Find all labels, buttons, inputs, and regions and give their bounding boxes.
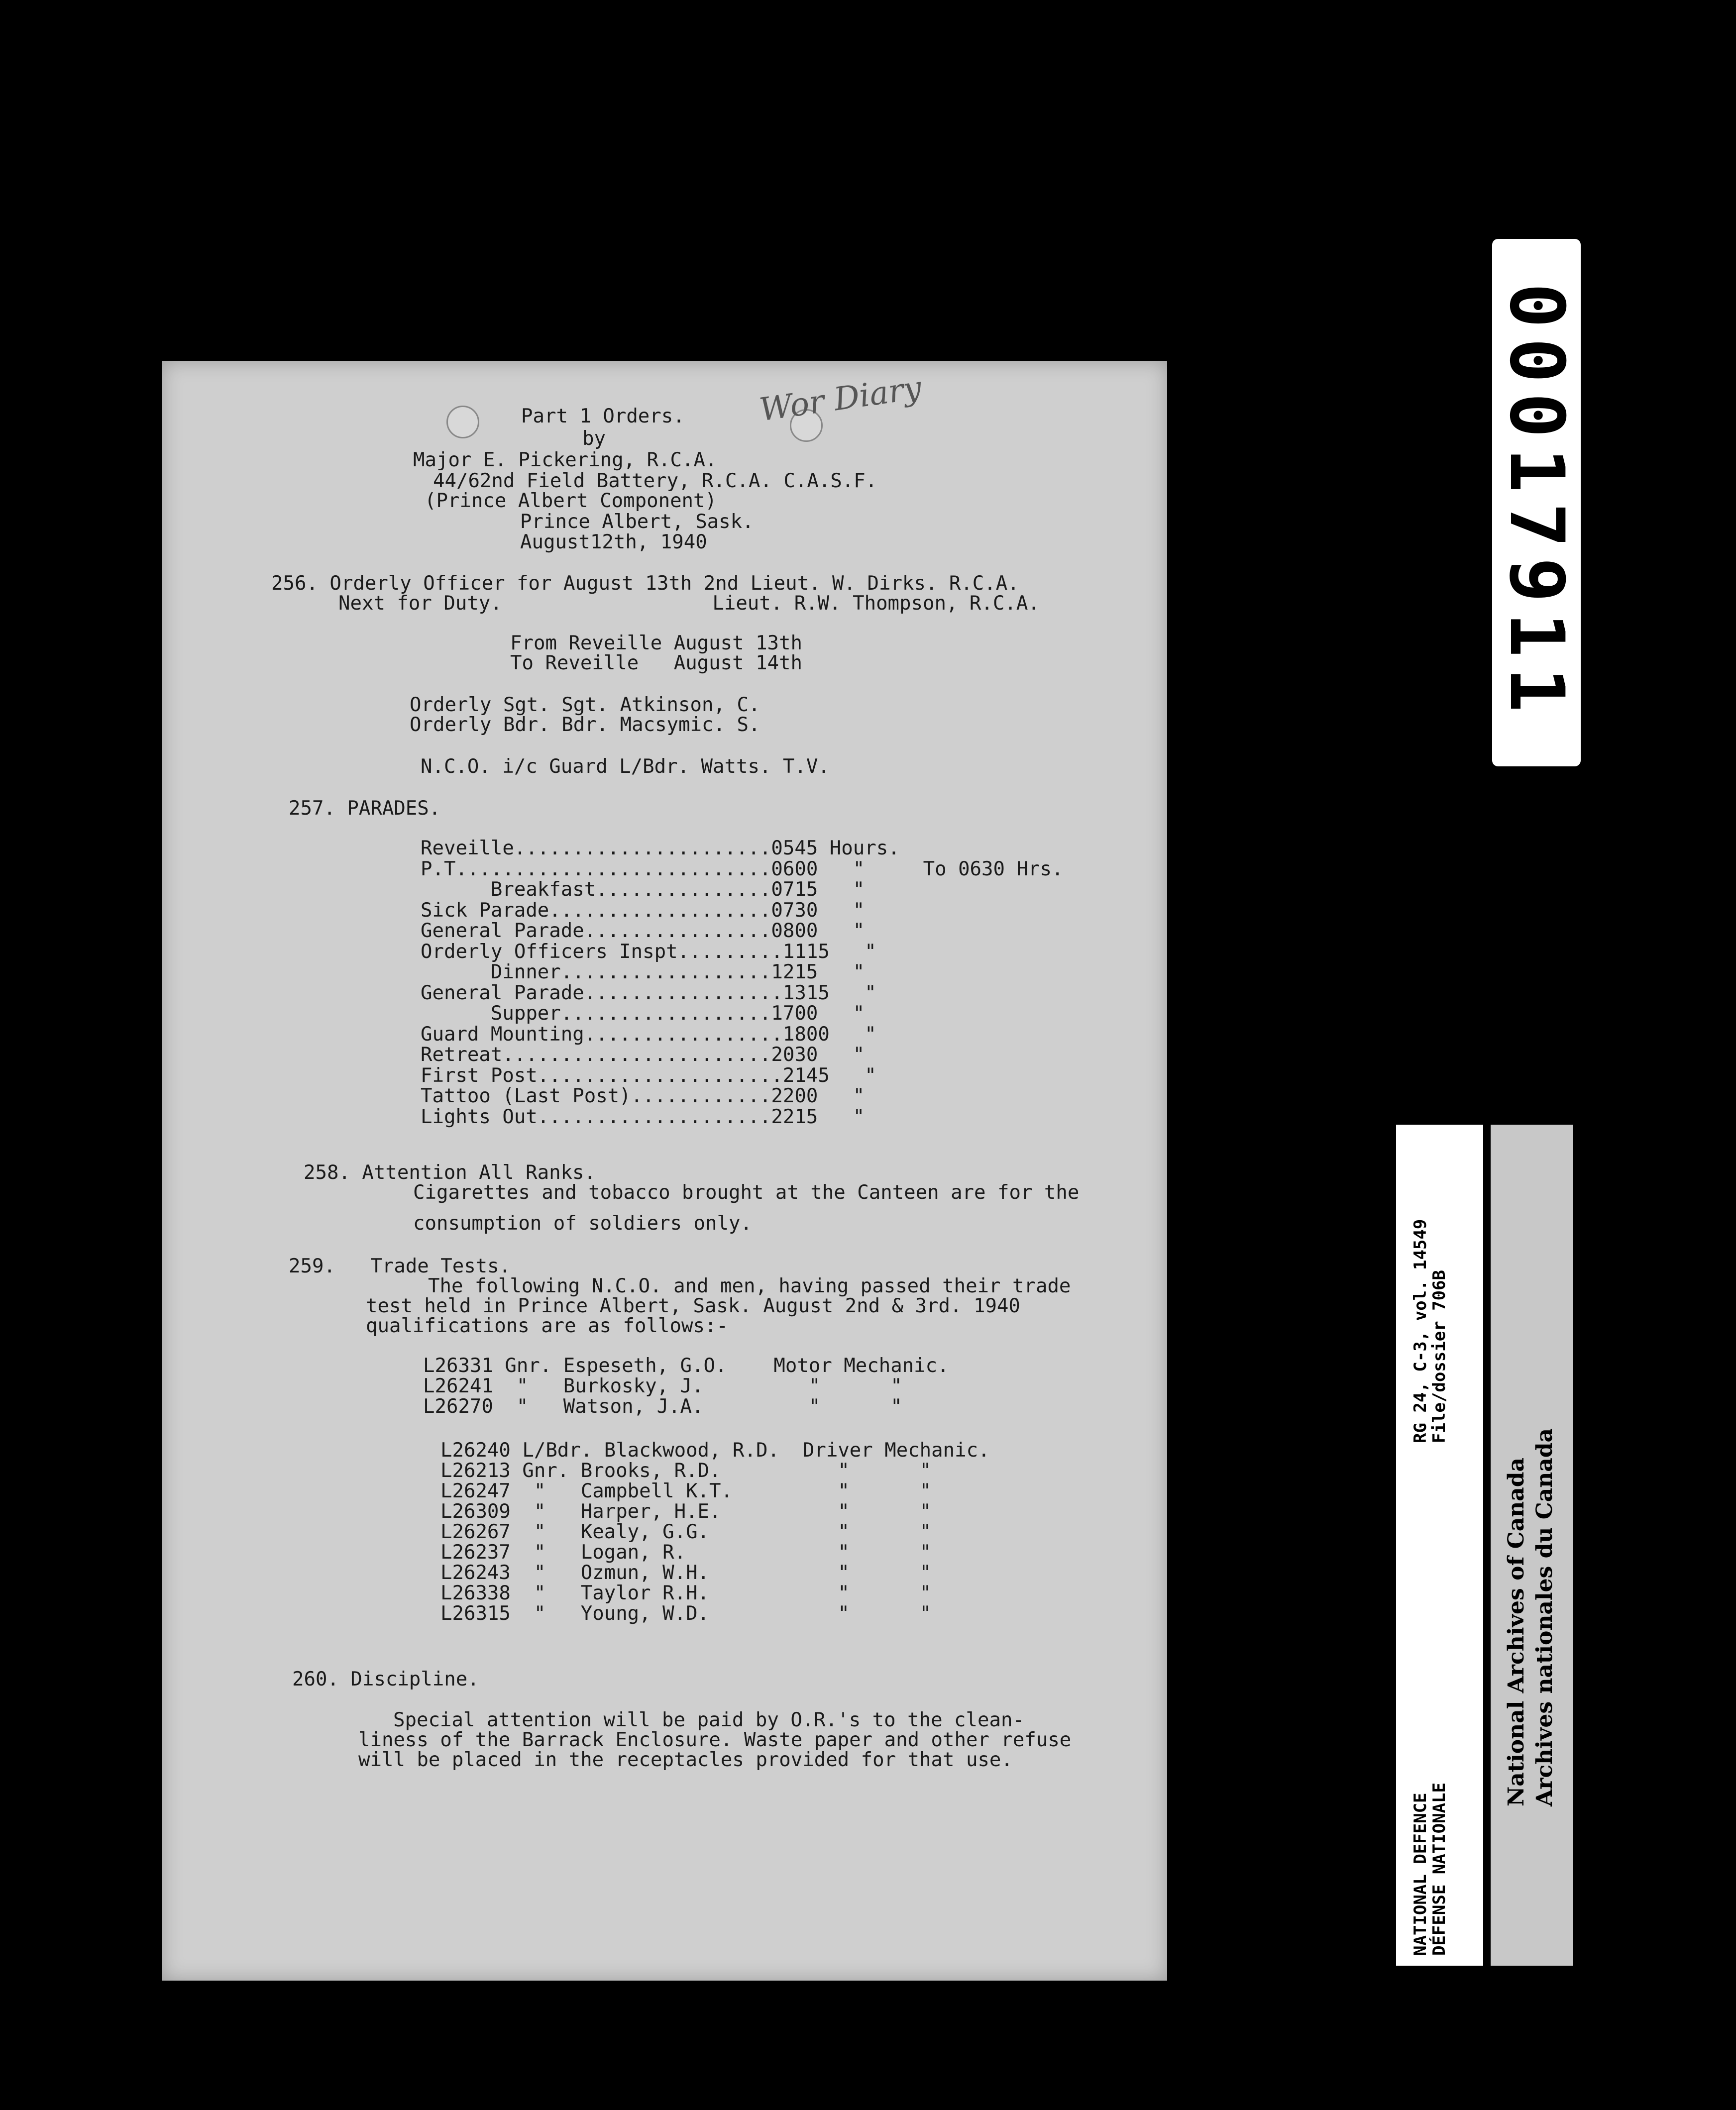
order-256-line2: Next for Duty. Lieut. R.W. Thompson, R.C.A. [338, 592, 1040, 615]
header-officer: Major E. Pickering, R.C.A. [413, 449, 717, 471]
order-259-line3: test held in Prince Albert, Sask. August 2nd & 3rd. 1940 [366, 1295, 1020, 1317]
defense-nationale-text: DÉFENSE NATIONALE [1429, 1783, 1449, 1956]
order-260-line3: liness of the Barrack Enclosure. Waste paper and other refuse [358, 1729, 1072, 1751]
trade-row: L26247 " Campbell K.T. " " [440, 1480, 932, 1502]
parade-row: Reveille......................0545 Hours. [421, 837, 900, 859]
order-259-line1: 259. Trade Tests. [289, 1255, 511, 1277]
parade-row: General Parade.................1315 " [421, 981, 876, 1004]
document-page [162, 361, 1167, 1981]
parade-row: Orderly Officers Inspt.........1115 " [421, 940, 876, 963]
order-258-line3: consumption of soldiers only. [413, 1212, 752, 1235]
trade-row: L26309 " Harper, H.E. " " [440, 1500, 932, 1523]
parade-row: Supper..................1700 " [421, 1002, 865, 1025]
order-256-line3: From Reveille August 13th [510, 632, 802, 654]
national-defence-text: NATIONAL DEFENCE [1410, 1793, 1430, 1956]
parade-row: First Post.....................2145 " [421, 1064, 876, 1087]
order-258-line2: Cigarettes and tobacco brought at the Canteen are for the [413, 1181, 1080, 1204]
punch-hole [446, 406, 479, 438]
parade-row: Lights Out....................2215 " [421, 1105, 865, 1128]
order-258-line1: 258. Attention All Ranks. [304, 1161, 596, 1184]
order-256-line7: N.C.O. i/c Guard L/Bdr. Watts. T.V. [421, 755, 830, 778]
header-by: by [582, 427, 606, 450]
archives-canada-label [1491, 1125, 1573, 1966]
parade-row: Retreat.......................2030 " [421, 1044, 865, 1066]
header-title: Part 1 Orders. [521, 405, 685, 427]
header-date: August12th, 1940 [520, 531, 707, 553]
parade-row: General Parade................0800 " [421, 920, 865, 942]
frame-number-label [1492, 239, 1581, 766]
trade-row: L26237 " Logan, R. " " [440, 1541, 932, 1564]
trade-row: L26315 " Young, W.D. " " [440, 1602, 932, 1625]
order-260-line1: 260. Discipline. [292, 1668, 479, 1690]
order-256-line4: To Reveille August 14th [510, 652, 802, 674]
order-260-line4: will be placed in the receptacles provided for that use. [358, 1749, 1013, 1771]
parade-row: Sick Parade...................0730 " [421, 899, 865, 922]
archives-nationales-text: Archives nationales du Canada [1532, 1428, 1557, 1806]
order-259-line2: The following N.C.O. and men, having passed their trade [428, 1275, 1071, 1297]
trade-row: L26270 " Watson, J.A. " " [423, 1395, 902, 1418]
parade-row: P.T...........................0600 " To 0630 Hrs. [421, 857, 1064, 880]
frame-number: 00017911 [1493, 283, 1580, 723]
order-256-line1: 256. Orderly Officer for August 13th 2nd Lieut. W. Dirks. R.C.A. [271, 572, 1019, 595]
parade-row: Breakfast...............0715 " [421, 878, 865, 901]
archive-reference-label [1396, 1125, 1483, 1966]
trade-row: L26213 Gnr. Brooks, R.D. " " [440, 1460, 932, 1482]
order-257-title: 257. PARADES. [289, 797, 441, 820]
header-location: Prince Albert, Sask. [520, 511, 754, 533]
order-260-line2: Special attention will be paid by O.R.'s to the clean- [393, 1709, 1024, 1731]
header-unit: 44/62nd Field Battery, R.C.A. C.A.S.F. [433, 470, 877, 492]
trade-row: L26243 " Ozmun, W.H. " " [440, 1562, 932, 1584]
national-archives-text: National Archives of Canada [1504, 1457, 1529, 1806]
header-component: (Prince Albert Component) [425, 490, 717, 512]
trade-row: L26338 " Taylor R.H. " " [440, 1582, 932, 1604]
rg-reference-text: RG 24, C-3, vol. 14549 [1410, 1219, 1430, 1443]
parade-row: Tattoo (Last Post)............2200 " [421, 1085, 865, 1107]
handwritten-note: Wor Diary [757, 369, 924, 429]
trade-row: L26240 L/Bdr. Blackwood, R.D. Driver Mechanic. [440, 1439, 990, 1462]
order-256-line5: Orderly Sgt. Sgt. Atkinson, C. [410, 694, 760, 716]
parade-row: Guard Mounting.................1800 " [421, 1023, 876, 1046]
trade-row: L26267 " Kealy, G.G. " " [440, 1521, 932, 1543]
parade-row: Dinner..................1215 " [421, 961, 865, 983]
file-reference-text: File/dossier 706B [1429, 1270, 1449, 1443]
order-256-line6: Orderly Bdr. Bdr. Macsymic. S. [410, 714, 760, 736]
trade-row: L26241 " Burkosky, J. " " [423, 1375, 902, 1397]
trade-row: L26331 Gnr. Espeseth, G.O. Motor Mechanic. [423, 1355, 949, 1377]
order-259-line4: qualifications are as follows:- [366, 1315, 728, 1337]
